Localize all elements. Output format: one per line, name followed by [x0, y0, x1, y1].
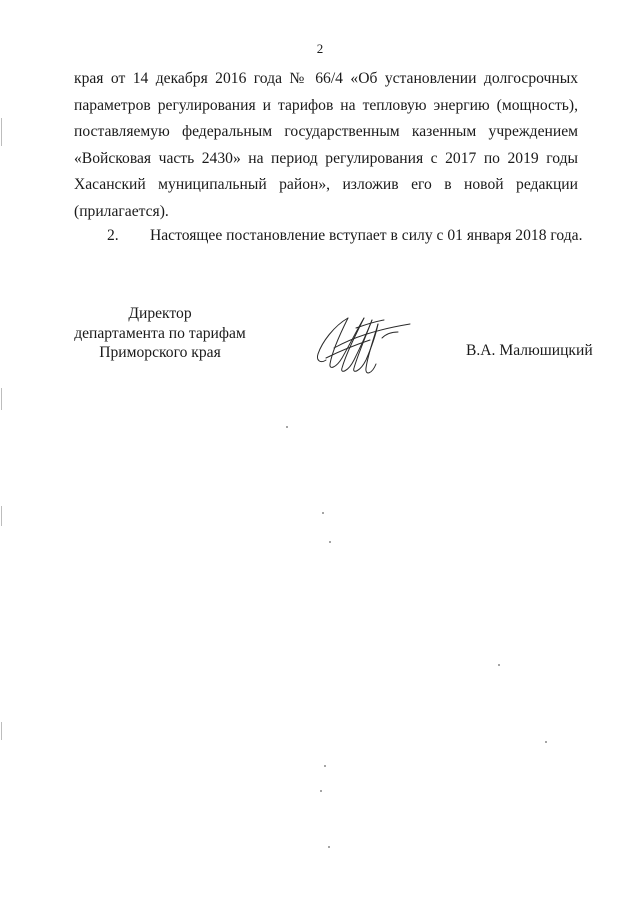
scan-edge-mark [1, 506, 2, 526]
signatory-title-line: департамента по тарифам [74, 324, 246, 342]
scan-edge-mark [1, 118, 2, 146]
body-line: Хасанский муниципальный район», изложив его в новой редакции [74, 176, 578, 194]
handwritten-signature [312, 308, 416, 380]
scan-speck [328, 846, 330, 848]
scan-speck [498, 664, 500, 666]
signatory-title-line: Приморского края [99, 344, 221, 362]
scan-speck [286, 426, 288, 428]
body-line: «Войсковая часть 2430» на период регулирования с 2017 по 2019 годы [74, 149, 578, 167]
body-line: поставляемую федеральным государственным казенным учреждением [74, 123, 578, 141]
body-line: параметров регулирования и тарифов на тепловую энергию (мощность), [74, 96, 578, 114]
body-line: края от 14 декабря 2016 года № 66/4 «Об установлении долгосрочных [74, 70, 578, 87]
scan-speck [324, 765, 326, 767]
signatory-title-line: Директор [128, 305, 192, 322]
scan-edge-mark [1, 388, 2, 410]
scan-speck [545, 741, 547, 743]
scan-speck [322, 512, 324, 514]
item-number: 2. [107, 227, 119, 244]
scan-edge-mark [1, 722, 2, 740]
scan-speck [320, 790, 322, 792]
signatory-name: В.А. Малюшицкий [466, 342, 593, 359]
scan-speck [329, 541, 331, 543]
signatory-title [66, 304, 254, 363]
body-paragraph [74, 66, 578, 226]
page-number: 2 [316, 41, 324, 56]
body-line: (прилагается). [74, 202, 169, 220]
item-text: Настоящее постановление вступает в силу с 01 января 2018 года. [150, 227, 583, 244]
